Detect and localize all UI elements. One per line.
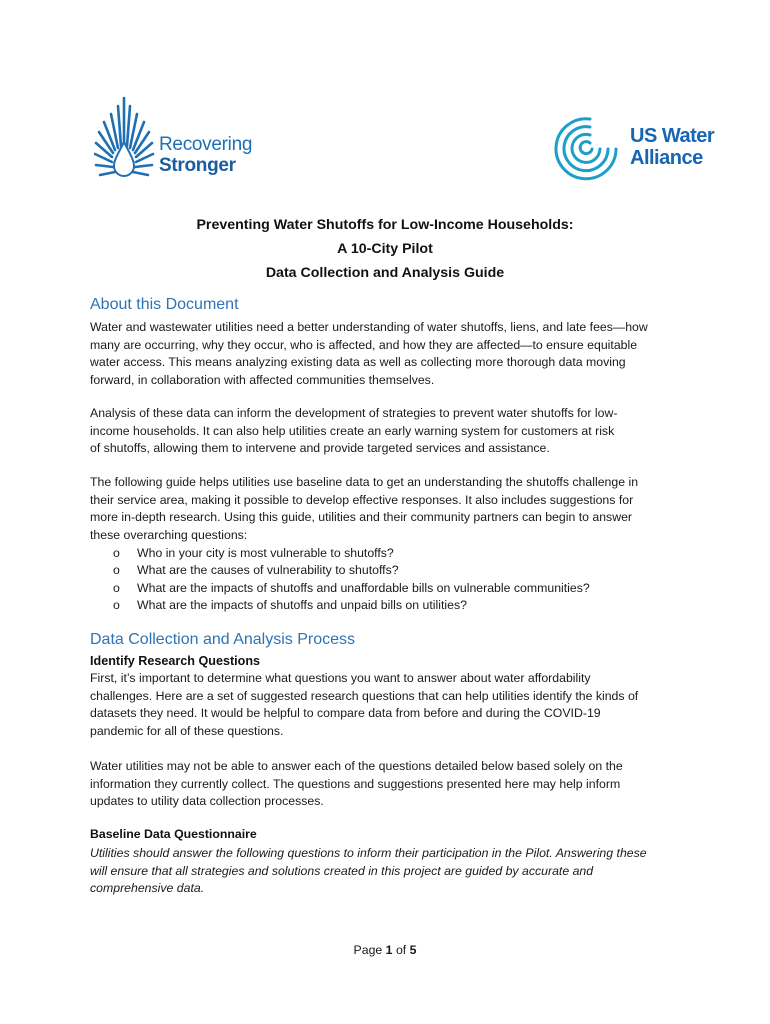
page-footer <box>0 943 770 957</box>
us-water-alliance-logo <box>550 115 730 181</box>
text-line: The following guide helps utilities use baseline data to get an understanding the shutoffs challenge in <box>90 475 639 489</box>
list-item <box>113 562 590 579</box>
water-swirl-icon <box>550 115 622 181</box>
text-line: information they currently collect. The questions and suggestions presented here may help inform <box>90 776 621 791</box>
text-line: income households. It can also help utilities create an early warning system for customers at risk <box>90 423 615 438</box>
about-paragraph-1 <box>90 319 690 389</box>
list-item-text: What are the impacts of shutoffs and unaffordable bills on vulnerable communities? <box>137 580 590 595</box>
list-item <box>113 580 590 597</box>
title-line-1: Preventing Water Shutoffs for Low-Income Households: <box>196 217 574 233</box>
page-label: Page <box>353 943 383 957</box>
page-of-label: of <box>395 943 407 957</box>
text-line: Utilities should answer the following questions to inform their participation in the Pilot. Answering these <box>90 846 647 860</box>
logo-left-line1: Recovering <box>159 134 253 155</box>
current-page-number: 1 <box>385 943 393 957</box>
text-line: datasets they need. It would be helpful to compare data from before and during the COVID-19 <box>90 706 601 721</box>
title-line-3: Data Collection and Analysis Guide <box>265 265 505 281</box>
text-line: more in-depth research. Using this guide, utilities and their community partners can begin to answer <box>90 510 633 525</box>
about-paragraph-3 <box>90 474 690 544</box>
process-paragraph-2 <box>90 758 690 811</box>
process-paragraph-1 <box>90 670 690 740</box>
text-line: pandemic for all of these questions. <box>90 723 284 738</box>
text-line: challenges. Here are a set of suggested research questions that can help utilities identify the kinds of <box>90 688 639 703</box>
water-drop-burst-icon <box>94 96 158 186</box>
document-title <box>0 213 770 285</box>
text-line: Water utilities may not be able to answer each of the questions detailed below based solely on the <box>90 759 623 773</box>
bullet-marker: o <box>113 546 120 560</box>
questionnaire-intro <box>90 845 690 898</box>
logo-right-line2: Alliance <box>630 147 703 169</box>
text-line: their service area, making it possible to develop effective responses. It also includes suggestions for <box>90 492 634 507</box>
about-paragraph-2 <box>90 405 690 458</box>
questionnaire-heading: Baseline Data Questionnaire <box>90 827 257 841</box>
text-line: these overarching questions: <box>90 527 248 542</box>
logo-left-line2: Stronger <box>159 155 236 176</box>
text-line: water access. This means analyzing existing data as well as collecting more thorough data moving <box>90 355 626 370</box>
logo-right-line1: US Water <box>630 125 715 147</box>
recovering-stronger-logo <box>94 96 274 186</box>
text-line: many are occurring, why they occur, who is affected, and how they are affected—to ensure equitable <box>90 337 638 352</box>
text-line: First, it’s important to determine what questions you want to answer about water affordability <box>90 671 591 685</box>
process-heading: Data Collection and Analysis Process <box>90 631 356 648</box>
text-line: Water and wastewater utilities need a better understanding of water shutoffs, liens, and late fees—how <box>90 320 648 334</box>
overarching-questions-list <box>113 545 590 615</box>
text-line: forward, in collaboration with affected communities themselves. <box>90 372 435 387</box>
title-line-2: A 10-City Pilot <box>337 241 433 257</box>
list-item-text: What are the impacts of shutoffs and unpaid bills on utilities? <box>137 598 467 613</box>
bullet-marker: o <box>113 563 120 578</box>
text-line: updates to utility data collection processes. <box>90 794 324 809</box>
list-item-text: Who in your city is most vulnerable to shutoffs? <box>137 546 394 560</box>
text-line: of shutoffs, allowing them to intervene and provide targeted services and assistance. <box>90 441 550 456</box>
list-item <box>113 545 590 562</box>
about-heading: About this Document <box>90 296 239 313</box>
bullet-marker: o <box>113 598 120 613</box>
list-item-text: What are the causes of vulnerability to shutoffs? <box>137 563 399 578</box>
text-line: comprehensive data. <box>90 881 205 896</box>
list-item <box>113 597 590 614</box>
research-questions-heading: Identify Research Questions <box>90 654 261 668</box>
text-line: will ensure that all strategies and solutions created in this project are guided by accurate and <box>90 863 594 878</box>
total-pages-number: 5 <box>409 943 417 957</box>
text-line: Analysis of these data can inform the development of strategies to prevent water shutoffs for low- <box>90 406 618 420</box>
bullet-marker: o <box>113 580 120 595</box>
